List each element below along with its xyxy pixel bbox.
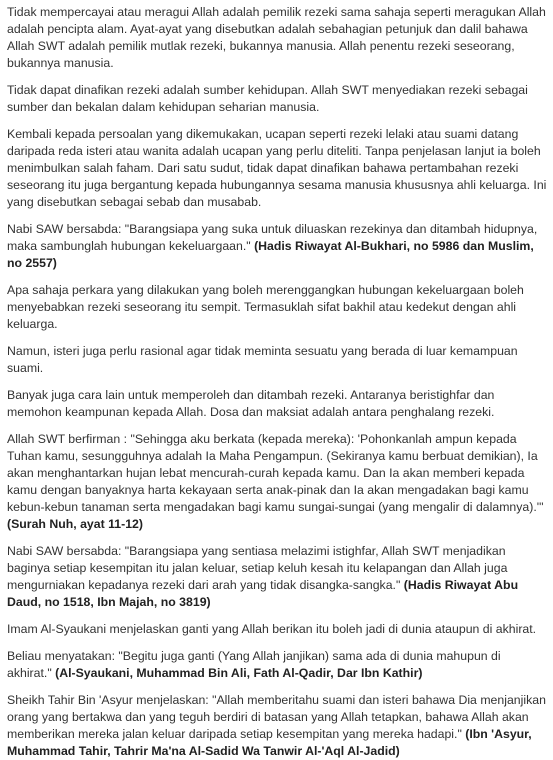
citation: (Al-Syaukani, Muhammad Bin Ali, Fath Al-Qadir, Dar Ibn Kathir) (55, 666, 423, 680)
paragraph-10 (7, 621, 547, 638)
paragraph-11 (7, 648, 547, 682)
paragraph-text: Kembali kepada persoalan yang dikemukakan, ucapan seperti rezeki lelaki atau suami datang daripada reda isteri atau wanita adalah ucapan yang perlu diteliti. Tanpa penjelasan lanjut ia boleh menimbulkan salah faham. Dari satu sudut, tidak dapat dinafikan bahawa pertambahan rezeki seseorang itu juga bergantung kepada hubungannya sesama manusia khususnya ahli keluarga. Ini yang disebutkan sebagai sebab dan musabab. (7, 127, 547, 209)
paragraph-2 (7, 82, 547, 116)
paragraph-text: Nabi SAW bersabda: "Barangsiapa yang suka untuk diluaskan rezekinya dan ditambah hidupnya, maka sambunglah hubungan kekeluargaan." (7, 222, 538, 253)
paragraph-text: Banyak juga cara lain untuk memperoleh dan ditambah rezeki. Antaranya beristighfar dan memohon keampunan kepada Allah. Dosa dan maksiat adalah antara penghalang rezeki. (7, 388, 495, 419)
paragraph-7 (7, 387, 547, 421)
paragraph-1 (7, 4, 547, 72)
paragraph-12 (7, 692, 547, 760)
paragraph-text: Namun, isteri juga perlu rasional agar tidak meminta sesuatu yang berada di luar kemampuan suami. (7, 344, 518, 375)
citation: (Hadis Riwayat Al-Bukhari, no 5986 dan Muslim, no 2557) (7, 239, 534, 270)
paragraph-9 (7, 543, 547, 611)
paragraph-6 (7, 343, 547, 377)
paragraph-5 (7, 282, 547, 333)
paragraph-4 (7, 221, 547, 272)
paragraph-text: Tidak mempercayai atau meragui Allah adalah pemilik rezeki sama sahaja seperti meragukan Allah adalah pencipta alam. Ayat-ayat yang disebutkan adalah sebahagian petunjuk dan dalil bahawa Allah SWT adalah pemilik mutlak rezeki, bukannya manusia. Allah penentu rezeki seseorang, bukannya manusia. (7, 5, 546, 70)
paragraph-text: Sheikh Tahir Bin 'Asyur menjelaskan: "Allah memberitahu suami dan isteri bahawa Dia menjanjikan orang yang bertakwa dan yang teguh berdiri di batasan yang Allah tetapkan, bahawa Allah akan memberikan mereka jalan keluar daripada setiap kesempitan yang mereka hadapi." (7, 693, 546, 741)
paragraph-text: Tidak dapat dinafikan rezeki adalah sumber kehidupan. Allah SWT menyediakan rezeki sebagai sumber dan bekalan dalam kehidupan seharian manusia. (7, 83, 528, 114)
citation: (Hadis Riwayat Abu Daud, no 1518, Ibn Majah, no 3819) (7, 578, 519, 609)
citation: (Surah Nuh, ayat 11-12) (7, 517, 143, 531)
paragraph-text: Apa sahaja perkara yang dilakukan yang boleh merenggangkan hubungan kekeluargaan boleh menyebabkan rezeki seseorang itu sempit. Termasuklah sifat bakhil atau kedekut dengan ahli keluarga. (7, 283, 524, 331)
paragraph-text: Beliau menyatakan: "Begitu juga ganti (Yang Allah janjikan) sama ada di dunia mahupun di akhirat." (7, 649, 501, 680)
citation: (Ibn 'Asyur, Muhammad Tahir, Tahrir Ma'na Al-Sadid Wa Tanwir Al-'Aql Al-Jadid) (7, 727, 532, 758)
paragraph-8 (7, 431, 547, 533)
paragraph-text: Imam Al-Syaukani menjelaskan ganti yang Allah berikan itu boleh jadi di dunia ataupun di akhirat. (7, 622, 537, 636)
paragraph-text: Nabi SAW bersabda: "Barangsiapa yang sentiasa melazimi istighfar, Allah SWT menjadikan baginya setiap kesempitan itu jalan keluar, setiap keluh kesah itu kelapangan dan Allah juga mengurniakan kepadanya rezeki dari arah yang tidak disangka-sangka." (7, 544, 508, 592)
paragraph-3 (7, 126, 547, 211)
paragraph-text: Allah SWT berfirman : "Sehingga aku berkata (kepada mereka): 'Pohonkanlah ampun kepada Tuhan kamu, sesungguhnya adalah Ia Maha Pengampun. (Sekiranya kamu berbuat demikian), Ia akan menghantarkan hujan lebat mencurah-curah kepada kamu. Dan Ia akan memberi kepada kamu dengan banyaknya harta kekayaan serta anak-pinak dan Ia akan mengadakan bagi kamu kebun-kebun tanaman serta mengadakan bagi kamu sungai-sungai (yang mengalir di dalamnya).'" (7, 432, 544, 514)
